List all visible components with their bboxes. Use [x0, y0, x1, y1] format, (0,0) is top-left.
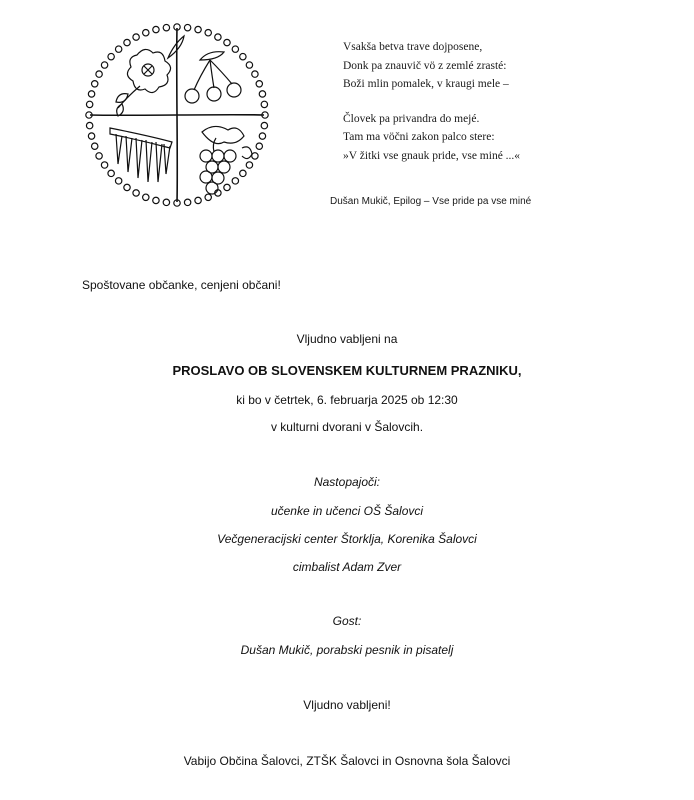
guest-heading: Gost:	[332, 614, 362, 628]
ring-dot	[259, 133, 265, 139]
ring-dot	[252, 71, 258, 77]
ring-dot	[246, 62, 252, 68]
folk-emblem-icon	[82, 20, 272, 210]
ring-dot	[163, 199, 169, 205]
ring-dot	[133, 34, 139, 40]
invitation-intro: Vljudno vabljeni na	[296, 332, 398, 346]
performer-item: Večgeneracijski center Štorklja, Korenika Šalovci	[217, 532, 477, 546]
event-date: ki bo v četrtek, 6. februarja 2025 ob 12:30	[236, 393, 458, 407]
organizers: Vabijo Občina Šalovci, ZTŠK Šalovci in Osnovna šola Šalovci	[183, 754, 511, 768]
ring-dot	[124, 184, 130, 190]
ring-dot	[195, 197, 201, 203]
ring-dot	[184, 24, 190, 30]
ring-dot	[101, 162, 107, 168]
ring-dot	[108, 170, 114, 176]
ring-dot	[92, 81, 98, 87]
closing-line: Vljudno vabljeni!	[303, 698, 391, 712]
ring-dot	[252, 153, 258, 159]
ring-dot	[86, 101, 92, 107]
ring-dot	[86, 122, 92, 128]
ring-dot	[133, 190, 139, 196]
poem-credit: Dušan Mukič, Epilog – Vse pride pa vse miné	[330, 196, 532, 207]
performers-heading: Nastopajoči:	[313, 475, 381, 489]
ring-dot	[224, 39, 230, 45]
ring-dot	[153, 26, 159, 32]
event-venue: v kulturni dvorani v Šalovcih.	[270, 420, 424, 434]
ring-dot	[163, 24, 169, 30]
poem	[343, 38, 520, 181]
poem-stanza-2	[343, 110, 520, 166]
performer-item: cimbalist Adam Zver	[292, 560, 402, 574]
poem-line: Donk pa znauvič vö z zemlé zrasté:	[343, 59, 507, 72]
poem-line: Človek pa privandra do mejé.	[343, 112, 480, 125]
ring-dot	[256, 81, 262, 87]
ring-dot	[205, 194, 211, 200]
greeting: Spoštovane občanke, cenjeni občani!	[82, 278, 281, 292]
ring-dot	[261, 122, 267, 128]
ring-dot	[143, 194, 149, 200]
ring-dot	[256, 143, 262, 149]
ring-dot	[92, 143, 98, 149]
ring-dot	[195, 26, 201, 32]
poem-stanza-1	[343, 38, 520, 94]
ring-dot	[115, 46, 121, 52]
ring-dot	[232, 46, 238, 52]
ring-dot	[261, 101, 267, 107]
poem-line: Tam ma vöčni zakon palco stere:	[343, 131, 495, 143]
cherries-icon	[185, 52, 241, 103]
ring-dot	[124, 39, 130, 45]
poem-line: Boži mlin pomalek, v kraugi mele –	[343, 78, 509, 90]
poem-line: »V žitki vse gnauk pride, vse miné ...«	[343, 149, 521, 162]
ring-dot	[259, 91, 265, 97]
ring-dot	[96, 153, 102, 159]
ring-dot	[143, 30, 149, 36]
ring-dot	[246, 162, 252, 168]
event-title: PROSLAVO OB SLOVENSKEM KULTURNEM PRAZNIKU,	[172, 363, 522, 378]
ring-dot	[215, 34, 221, 40]
ring-dot	[205, 30, 211, 36]
ring-dot	[108, 53, 114, 59]
ring-dot	[96, 71, 102, 77]
guest-name: Dušan Mukič, porabski pesnik in pisatelj	[240, 643, 454, 657]
icicles-icon	[110, 128, 172, 182]
ring-dot	[240, 53, 246, 59]
ring-dot	[184, 199, 190, 205]
poem-line: Vsakša betva trave dojposene,	[343, 41, 483, 53]
ring-dot	[224, 184, 230, 190]
ring-dot	[88, 91, 94, 97]
performer-item: učenke in učenci OŠ Šalovci	[270, 504, 424, 518]
ring-dot	[153, 197, 159, 203]
ring-dot	[88, 133, 94, 139]
ring-dot	[115, 178, 121, 184]
ring-dot	[101, 62, 107, 68]
ring-dot	[232, 178, 238, 184]
flower-icon	[116, 36, 184, 116]
ring-dot	[240, 170, 246, 176]
